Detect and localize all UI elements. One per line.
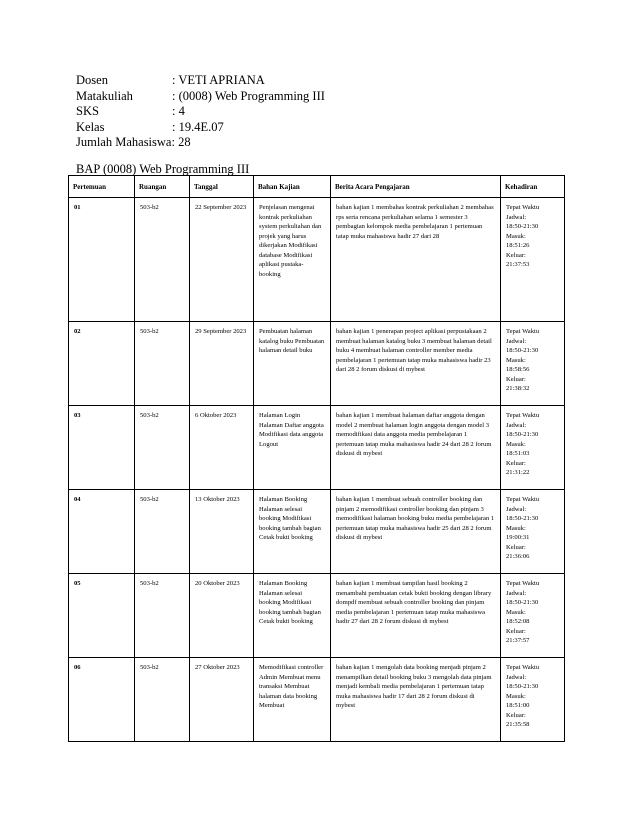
course-info: [76, 73, 325, 151]
kehadiran-masuk-label: Masuk:: [506, 608, 526, 616]
cell-kehadiran: [501, 406, 565, 490]
matakuliah-value: : (0008) Web Programming III: [172, 88, 325, 103]
sks-value: : 4: [172, 104, 185, 119]
cell-pertemuan: 02: [69, 322, 135, 406]
dosen-value: : VETI APRIANA: [172, 73, 265, 87]
cell-tanggal: 6 Oktober 2023: [190, 406, 254, 490]
dosen-label: Dosen: [76, 73, 108, 87]
kehadiran-keluar: 21:37:53: [506, 261, 530, 268]
cell-berita-acara: bahan kajian 1 membuat sebuah controller booking dan pinjam 2 memodifikasi controller booking dan pinjam 3 memodifikasi halaman booking buku media pembelajaran 1 pertemuan tatap muka mahasiswa hadir 25 dari 28 2 forum diskusi di mybest: [331, 490, 501, 574]
cell-kehadiran: [501, 322, 565, 406]
cell-bahan-kajian: Memodifikasi controller Admin Membuat menu transaksi Membuat halaman data booking Membuat: [254, 658, 331, 742]
cell-tanggal: 27 Oktober 2023: [190, 658, 254, 742]
jumlah-label: Jumlah Mahasiswa: [76, 135, 172, 150]
kehadiran-keluar: 21:36:06: [506, 553, 530, 560]
cell-pertemuan: 04: [69, 490, 135, 574]
kehadiran-keluar-label: Keluar:: [506, 251, 526, 259]
table-row: [69, 406, 565, 490]
kehadiran-jadwal-label: Jadwal:: [506, 337, 527, 345]
kehadiran-masuk-label: Masuk:: [506, 356, 526, 364]
kehadiran-jadwal-label: Jadwal:: [506, 213, 527, 221]
section-title: BAP (0008) Web Programming III: [76, 162, 250, 176]
kehadiran-masuk-label: Masuk:: [506, 524, 526, 532]
kelas-value: : 19.4E.07: [172, 119, 224, 134]
kehadiran-masuk-label: Masuk:: [506, 440, 526, 448]
kehadiran-jadwal-label: Jadwal:: [506, 673, 527, 681]
header-bahan-kajian: Bahan Kajian: [254, 176, 331, 198]
kehadiran-masuk: 18:52:08: [506, 618, 530, 625]
cell-ruangan: 503-b2: [135, 322, 190, 406]
cell-berita-acara: bahan kajian 1 membuat tampilan hasil booking 2 menambahi pembuatan cetak bukti booking dengan library dompdf membuat sebuah controller booking dan pinjam media pembelajaran 1 pertemuan tatap muka mahasiswa hadir 27 dari 28 2 forum diskusi di mybest: [331, 574, 501, 658]
kehadiran-masuk-label: Masuk:: [506, 232, 526, 240]
kehadiran-jadwal: 18:50-21:30: [506, 599, 539, 606]
cell-berita-acara: bahan kajian 1 membahas kontrak perkuliahan 2 membahas rps serta rencana perkuliahan selama 1 semester 3 pembagian kelompok media pembelajaran 1 pertemuan tatap muka mahasiswa hadir 27 dari 28: [331, 198, 501, 322]
table-row: [69, 574, 565, 658]
cell-bahan-kajian: Pembuatan halaman katalog buku Pembuatan halaman detail buku: [254, 322, 331, 406]
cell-bahan-kajian: Halaman Booking Halaman selesai booking Modifikasi booking tambah bagian Cetak bukti booking: [254, 574, 331, 658]
header-ruangan: Ruangan: [135, 176, 190, 198]
jumlah-value: : 28: [171, 135, 191, 150]
kehadiran-masuk: 18:58:56: [506, 366, 530, 373]
kehadiran-status: Tepat Waktu: [506, 328, 540, 335]
kehadiran-status: Tepat Waktu: [506, 496, 540, 503]
header-pertemuan: Pertemuan: [69, 176, 135, 198]
cell-pertemuan: 01: [69, 198, 135, 322]
cell-tanggal: 20 Oktober 2023: [190, 574, 254, 658]
kehadiran-keluar: 21:35:58: [506, 721, 530, 728]
header-kehadiran: Kehadiran: [501, 176, 565, 198]
cell-bahan-kajian: Halaman Login Halaman Daftar anggota Modifikasi data anggota Logout: [254, 406, 331, 490]
cell-kehadiran: [501, 198, 565, 322]
cell-pertemuan: 03: [69, 406, 135, 490]
kehadiran-masuk: 18:51:03: [506, 450, 530, 457]
cell-ruangan: 503-b2: [135, 406, 190, 490]
kehadiran-jadwal: 18:50-21:30: [506, 347, 539, 354]
kehadiran-keluar-label: Keluar:: [506, 459, 526, 467]
cell-ruangan: 503-b2: [135, 490, 190, 574]
cell-pertemuan: 05: [69, 574, 135, 658]
cell-kehadiran: [501, 490, 565, 574]
cell-kehadiran: [501, 574, 565, 658]
kehadiran-masuk-label: Masuk:: [506, 692, 526, 700]
kehadiran-jadwal: 18:50-21:30: [506, 223, 539, 230]
kehadiran-jadwal: 18:50-21:30: [506, 515, 539, 522]
kehadiran-keluar-label: Keluar:: [506, 375, 526, 383]
kelas-row: [76, 120, 325, 136]
cell-berita-acara: bahan kajian 1 membuat halaman daftar anggota dengan model 2 membuat halaman login anggota dengan model 3 memodifikasi data anggota media pembelajaran 1 pertemuan tatap muka mahasiswa hadir 24 dari 28 2 forum diskusi di mybest: [331, 406, 501, 490]
cell-berita-acara: bahan kajian 1 penerapan project aplikasi perpustakaan 2 membuat halaman katalog buku 3 membuat halaman detail buku 4 membuat halaman controller member media pembelajaran 1 pertemuan tatap muka mahasiswa hadir 23 dari 28 2 forum diskusi di mybest: [331, 322, 501, 406]
kehadiran-status: Tepat Waktu: [506, 412, 540, 419]
sks-row: [76, 104, 325, 120]
cell-ruangan: 503-b2: [135, 574, 190, 658]
kehadiran-status: Tepat Waktu: [506, 204, 540, 211]
matakuliah-label: Matakuliah: [76, 88, 133, 103]
kehadiran-status: Tepat Waktu: [506, 664, 540, 671]
cell-kehadiran: [501, 658, 565, 742]
header-tanggal: Tanggal: [190, 176, 254, 198]
kehadiran-keluar: 21:37:57: [506, 637, 530, 644]
kehadiran-keluar-label: Keluar:: [506, 543, 526, 551]
table-row: [69, 658, 565, 742]
cell-tanggal: 29 September 2023: [190, 322, 254, 406]
kehadiran-masuk: 19:00:31: [506, 534, 530, 541]
kehadiran-status: Tepat Waktu: [506, 580, 540, 587]
cell-pertemuan: 06: [69, 658, 135, 742]
sks-label: SKS: [76, 104, 99, 119]
table-header-row: [69, 176, 565, 198]
bap-table: [68, 175, 565, 742]
dosen-row: [76, 73, 325, 89]
kehadiran-jadwal-label: Jadwal:: [506, 421, 527, 429]
matakuliah-row: [76, 89, 325, 105]
kehadiran-jadwal-label: Jadwal:: [506, 505, 527, 513]
cell-tanggal: 13 Oktober 2023: [190, 490, 254, 574]
cell-ruangan: 503-b2: [135, 198, 190, 322]
kehadiran-jadwal: 18:50-21:30: [506, 683, 539, 690]
cell-ruangan: 503-b2: [135, 658, 190, 742]
cell-bahan-kajian: Penjelasan mengenai kontrak perkuliahan system perkuliahan dan projek yang harus dikerjakan Modifikasi database Modifikasi aplikasi pustaka-booking: [254, 198, 331, 322]
kehadiran-masuk: 18:51:00: [506, 702, 530, 709]
table-row: [69, 198, 565, 322]
table-row: [69, 490, 565, 574]
cell-berita-acara: bahan kajian 1 mengolah data booking menjadi pinjam 2 menampilkan detail booking buku 3 mengolah data pinjam menjadi kembali media pembelajaran 1 pertemuan tatap muka mahasiswa hadir 17 dari 28 2 forum diskusi di mybest: [331, 658, 501, 742]
kelas-label: Kelas: [76, 119, 105, 134]
table-row: [69, 322, 565, 406]
kehadiran-masuk: 18:51:26: [506, 242, 530, 249]
header-berita-acara: Berita Acara Pengajaran: [331, 176, 501, 198]
kehadiran-keluar-label: Keluar:: [506, 627, 526, 635]
cell-bahan-kajian: Halaman Booking Halaman selesai booking Modifikasi booking tambah bagian Cetak bukti booking: [254, 490, 331, 574]
kehadiran-jadwal-label: Jadwal:: [506, 589, 527, 597]
kehadiran-keluar: 21:31:22: [506, 469, 530, 476]
kehadiran-keluar-label: Keluar:: [506, 711, 526, 719]
cell-tanggal: 22 September 2023: [190, 198, 254, 322]
jumlah-row: [76, 135, 325, 151]
kehadiran-jadwal: 18:50-21:30: [506, 431, 539, 438]
kehadiran-keluar: 21:38:32: [506, 385, 530, 392]
